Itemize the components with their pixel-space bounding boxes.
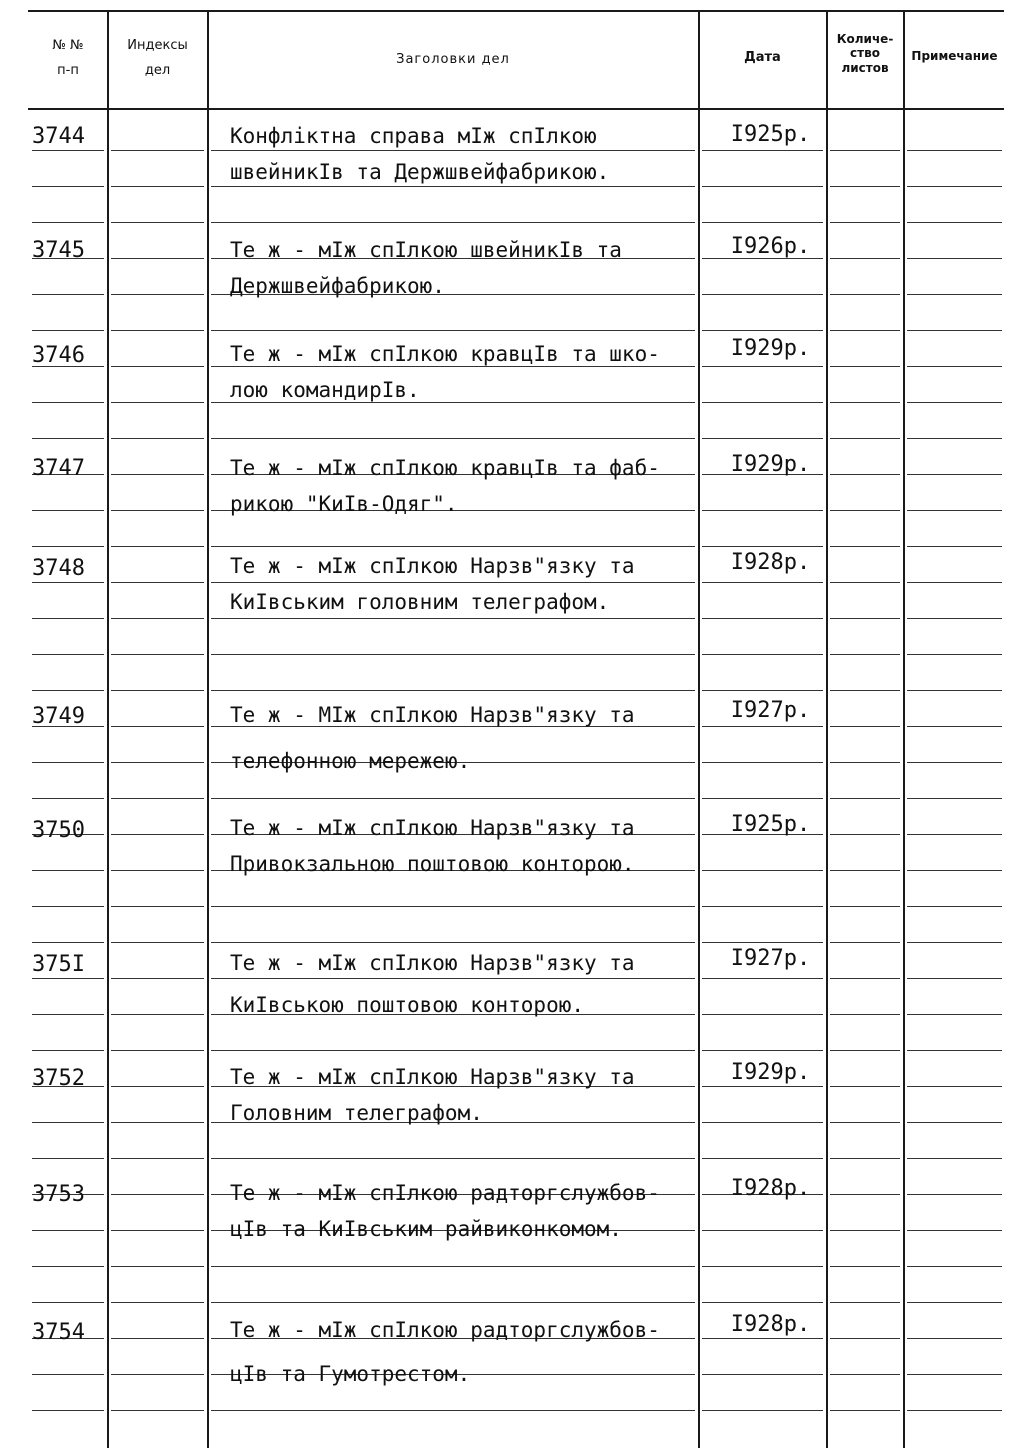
ruled-line bbox=[32, 1410, 104, 1411]
ruled-line bbox=[830, 1158, 900, 1159]
ruled-line bbox=[702, 186, 823, 187]
ruled-line bbox=[702, 654, 823, 655]
ruled-line bbox=[702, 870, 823, 871]
ruled-line bbox=[907, 150, 1002, 151]
row-number: 3745 bbox=[32, 238, 85, 263]
ruled-line bbox=[907, 474, 1002, 475]
row-date: I926р. bbox=[730, 234, 811, 259]
ruled-line bbox=[702, 546, 823, 547]
ruled-line bbox=[111, 402, 204, 403]
ruled-line bbox=[702, 1302, 823, 1303]
ruled-line bbox=[907, 798, 1002, 799]
row-title-line1: Те ж - мIж спIлкою радторгслужбов- bbox=[230, 1181, 660, 1205]
ruled-line bbox=[907, 294, 1002, 295]
ruled-line bbox=[702, 1230, 823, 1231]
row-title bbox=[230, 232, 700, 304]
column-divider-2 bbox=[207, 10, 209, 1448]
ruled-line bbox=[907, 654, 1002, 655]
header-num-line2: п-п bbox=[57, 62, 79, 78]
ruled-line bbox=[830, 1266, 900, 1267]
row-date: I929р. bbox=[730, 336, 811, 361]
header-count bbox=[828, 32, 902, 75]
row-date: I929р. bbox=[730, 452, 811, 477]
row-title-line2: лою командирIв. bbox=[230, 378, 420, 402]
ruled-line bbox=[830, 1374, 900, 1375]
ruled-line bbox=[702, 690, 823, 691]
ruled-line bbox=[830, 1122, 900, 1123]
row-title-line2: телефонною мережею. bbox=[230, 749, 471, 773]
header-count-line3: листов bbox=[841, 60, 889, 75]
header-num-line1: № № bbox=[52, 38, 84, 53]
header-count-line1: Количе- bbox=[836, 32, 894, 46]
ruled-line bbox=[830, 1302, 900, 1303]
row-title-line1: Те ж - мIж спIлкою кравцIв та фаб- bbox=[230, 456, 660, 480]
ruled-line bbox=[32, 978, 104, 979]
ruled-line bbox=[32, 906, 104, 907]
ruled-line bbox=[111, 258, 204, 259]
ruled-line bbox=[111, 690, 204, 691]
ruled-line bbox=[907, 402, 1002, 403]
ruled-line bbox=[702, 1410, 823, 1411]
row-title-line2: швейникIв та Держшвейфабрикою. bbox=[230, 160, 610, 184]
ruled-line bbox=[111, 438, 204, 439]
column-divider-4 bbox=[826, 10, 828, 1448]
ruled-line bbox=[111, 762, 204, 763]
row-title-line1: Те ж - мIж спIлкою кравцIв та шко- bbox=[230, 342, 660, 366]
ruled-line bbox=[111, 1050, 204, 1051]
ruled-line bbox=[702, 1086, 823, 1087]
ruled-line bbox=[32, 654, 104, 655]
ruled-line bbox=[111, 1410, 204, 1411]
ruled-line bbox=[32, 294, 104, 295]
ruled-line bbox=[211, 438, 695, 439]
row-number: 3754 bbox=[32, 1320, 85, 1345]
ruled-line bbox=[830, 1338, 900, 1339]
ruled-line bbox=[111, 726, 204, 727]
ruled-line bbox=[32, 150, 104, 151]
ruled-line bbox=[702, 366, 823, 367]
ruled-line bbox=[32, 690, 104, 691]
row-number: 3746 bbox=[32, 343, 85, 368]
row-title bbox=[230, 1175, 700, 1247]
ruled-line bbox=[111, 186, 204, 187]
column-divider-5 bbox=[903, 10, 905, 1448]
ruled-line bbox=[702, 978, 823, 979]
row-title bbox=[230, 1312, 700, 1392]
row-title-line1: Те ж - мIж спIлкою Нарзв"язку та bbox=[230, 816, 635, 840]
row-title-line2: цIв та КиIвським райвиконкомом. bbox=[230, 1217, 622, 1241]
ruled-line bbox=[702, 906, 823, 907]
row-date: I927р. bbox=[730, 698, 811, 723]
header-count-line2: ство bbox=[850, 46, 880, 61]
ruled-line bbox=[111, 798, 204, 799]
ruled-line bbox=[32, 438, 104, 439]
ruled-line bbox=[830, 186, 900, 187]
ruled-line bbox=[111, 870, 204, 871]
ruled-line bbox=[830, 690, 900, 691]
ruled-line bbox=[32, 222, 104, 223]
ruled-line bbox=[830, 978, 900, 979]
ruled-line bbox=[211, 690, 695, 691]
ruled-line bbox=[32, 618, 104, 619]
ruled-line bbox=[702, 942, 823, 943]
row-title bbox=[230, 945, 700, 1023]
ruled-line bbox=[32, 1374, 104, 1375]
ruled-line bbox=[32, 546, 104, 547]
ruled-line bbox=[907, 978, 1002, 979]
ruled-line bbox=[702, 762, 823, 763]
ruled-line bbox=[111, 510, 204, 511]
ruled-line bbox=[702, 222, 823, 223]
ruled-line bbox=[907, 510, 1002, 511]
row-number: 3750 bbox=[32, 818, 85, 843]
ruled-line bbox=[907, 186, 1002, 187]
ruled-line bbox=[830, 1050, 900, 1051]
ruled-line bbox=[830, 618, 900, 619]
row-title bbox=[230, 336, 700, 408]
header-index-line1: Индексы bbox=[127, 38, 188, 53]
ruled-line bbox=[32, 1266, 104, 1267]
ruled-line bbox=[702, 1338, 823, 1339]
ruled-line bbox=[907, 1050, 1002, 1051]
row-number: 3753 bbox=[32, 1182, 85, 1207]
ruled-line bbox=[111, 1086, 204, 1087]
ruled-line bbox=[907, 1158, 1002, 1159]
ruled-line bbox=[702, 1158, 823, 1159]
ruled-line bbox=[907, 870, 1002, 871]
row-title-line1: Конфлiктна справа мIж спIлкою bbox=[230, 124, 597, 148]
ruled-line bbox=[702, 510, 823, 511]
ruled-line bbox=[211, 1410, 695, 1411]
row-title-line1: Те ж - МIж спIлкою Нарзв"язку та bbox=[230, 703, 635, 727]
ruled-line bbox=[830, 762, 900, 763]
ruled-line bbox=[702, 402, 823, 403]
ruled-line bbox=[32, 1014, 104, 1015]
row-number: 3752 bbox=[32, 1066, 85, 1091]
ruled-line bbox=[907, 582, 1002, 583]
ruled-line bbox=[830, 1086, 900, 1087]
row-title bbox=[230, 697, 700, 779]
ruled-line bbox=[32, 1158, 104, 1159]
ruled-line bbox=[32, 582, 104, 583]
ruled-line bbox=[907, 1302, 1002, 1303]
ruled-line bbox=[111, 906, 204, 907]
ruled-line bbox=[32, 798, 104, 799]
ruled-line bbox=[907, 222, 1002, 223]
ruled-line bbox=[830, 222, 900, 223]
ruled-line bbox=[702, 330, 823, 331]
ruled-line bbox=[32, 510, 104, 511]
ruled-line bbox=[907, 726, 1002, 727]
ruled-line bbox=[111, 1302, 204, 1303]
row-number: 3748 bbox=[32, 556, 85, 581]
ruled-line bbox=[111, 942, 204, 943]
ruled-line bbox=[111, 1122, 204, 1123]
ruled-line bbox=[211, 798, 695, 799]
ruled-line bbox=[830, 1014, 900, 1015]
ruled-line bbox=[907, 1338, 1002, 1339]
ruled-line bbox=[830, 834, 900, 835]
header-bottom-border bbox=[28, 108, 1004, 110]
row-title-line1: Те ж - мIж спIлкою радторгслужбов- bbox=[230, 1318, 660, 1342]
ruled-line bbox=[830, 150, 900, 151]
row-number: 3747 bbox=[32, 456, 85, 481]
ruled-line bbox=[907, 1266, 1002, 1267]
row-title-line2: цIв та Гумотрестом. bbox=[230, 1362, 471, 1386]
ruled-line bbox=[32, 1122, 104, 1123]
ruled-line bbox=[111, 618, 204, 619]
ruled-line bbox=[830, 294, 900, 295]
ruled-line bbox=[830, 870, 900, 871]
ruled-line bbox=[111, 150, 204, 151]
row-date: I925р. bbox=[730, 122, 811, 147]
ruled-line bbox=[702, 726, 823, 727]
ruled-line bbox=[111, 222, 204, 223]
ruled-line bbox=[830, 330, 900, 331]
row-title-line2: Привокзальною поштовою конторою. bbox=[230, 852, 635, 876]
ruled-line bbox=[702, 1050, 823, 1051]
ruled-line bbox=[211, 942, 695, 943]
ruled-line bbox=[111, 1014, 204, 1015]
ruled-line bbox=[830, 654, 900, 655]
ruled-line bbox=[702, 150, 823, 151]
ruled-line bbox=[211, 1302, 695, 1303]
row-date: I929р. bbox=[730, 1060, 811, 1085]
ruled-line bbox=[830, 726, 900, 727]
row-title-line2: Головним телеграфом. bbox=[230, 1101, 483, 1125]
ruled-line bbox=[907, 438, 1002, 439]
row-title-line1: Те ж - мIж спIлкою Нарзв"язку та bbox=[230, 1065, 635, 1089]
ruled-line bbox=[907, 330, 1002, 331]
ruled-line bbox=[211, 654, 695, 655]
ruled-line bbox=[32, 1050, 104, 1051]
header-note: Примечание bbox=[911, 49, 998, 63]
ruled-line bbox=[907, 1194, 1002, 1195]
header-index bbox=[109, 38, 206, 80]
ruled-line bbox=[111, 582, 204, 583]
ruled-line bbox=[111, 294, 204, 295]
row-date: I925р. bbox=[730, 812, 811, 837]
header-index-line2: дел bbox=[144, 62, 171, 78]
ruled-line bbox=[830, 546, 900, 547]
ruled-line bbox=[702, 1374, 823, 1375]
ruled-line bbox=[907, 942, 1002, 943]
ruled-line bbox=[211, 1266, 695, 1267]
ruled-line bbox=[907, 1410, 1002, 1411]
ruled-line bbox=[111, 1374, 204, 1375]
row-title bbox=[230, 450, 700, 522]
ruled-line bbox=[907, 258, 1002, 259]
ruled-line bbox=[32, 402, 104, 403]
ruled-line bbox=[111, 834, 204, 835]
ruled-line bbox=[32, 330, 104, 331]
ruled-line bbox=[830, 906, 900, 907]
ruled-line bbox=[702, 1266, 823, 1267]
row-title bbox=[230, 118, 700, 190]
row-title-line1: Те ж - мIж спIлкою Нарзв"язку та bbox=[230, 951, 635, 975]
row-title-line1: Те ж - мIж спIлкою Нарзв"язку та bbox=[230, 554, 635, 578]
ruled-line bbox=[211, 1050, 695, 1051]
ruled-line bbox=[111, 1194, 204, 1195]
ruled-line bbox=[830, 438, 900, 439]
ruled-line bbox=[907, 1086, 1002, 1087]
row-date: I928р. bbox=[730, 550, 811, 575]
ruled-line bbox=[702, 582, 823, 583]
ruled-line bbox=[111, 1338, 204, 1339]
ruled-line bbox=[111, 330, 204, 331]
row-title-line2: КиIвською поштовою конторою. bbox=[230, 993, 585, 1017]
ruled-line bbox=[111, 546, 204, 547]
ruled-line bbox=[907, 906, 1002, 907]
row-date: I928р. bbox=[730, 1312, 811, 1337]
ruled-line bbox=[830, 942, 900, 943]
header-num bbox=[30, 38, 106, 80]
row-number: 3744 bbox=[32, 124, 85, 149]
row-title-line2: Держшвейфабрикою. bbox=[230, 274, 445, 298]
ruled-line bbox=[111, 1158, 204, 1159]
ruled-line bbox=[702, 1014, 823, 1015]
row-title-line1: Те ж - мIж спIлкою швейникIв та bbox=[230, 238, 622, 262]
header-title: Заголовки дел bbox=[396, 52, 510, 67]
ruled-line bbox=[32, 186, 104, 187]
row-title-line2: рикою "КиIв-Одяг". bbox=[230, 492, 458, 516]
ruled-line bbox=[32, 942, 104, 943]
ruled-line bbox=[111, 474, 204, 475]
row-title-line2: КиIвським головним телеграфом. bbox=[230, 590, 610, 614]
ruled-line bbox=[907, 1374, 1002, 1375]
ruled-line bbox=[830, 366, 900, 367]
ruled-line bbox=[211, 222, 695, 223]
ruled-line bbox=[907, 546, 1002, 547]
ruled-line bbox=[830, 402, 900, 403]
ruled-line bbox=[830, 798, 900, 799]
table-top-border bbox=[28, 10, 1004, 12]
ruled-line bbox=[702, 798, 823, 799]
ruled-line bbox=[907, 834, 1002, 835]
row-title bbox=[230, 548, 700, 620]
row-number: 3749 bbox=[32, 704, 85, 729]
ruled-line bbox=[111, 366, 204, 367]
ruled-line bbox=[830, 474, 900, 475]
ruled-line bbox=[211, 546, 695, 547]
ruled-line bbox=[907, 762, 1002, 763]
ruled-line bbox=[907, 1014, 1002, 1015]
ruled-line bbox=[702, 1122, 823, 1123]
header-date: Дата bbox=[744, 50, 781, 65]
ruled-line bbox=[907, 366, 1002, 367]
ruled-line bbox=[211, 906, 695, 907]
row-date: I928р. bbox=[730, 1176, 811, 1201]
ruled-line bbox=[702, 438, 823, 439]
ruled-line bbox=[702, 618, 823, 619]
row-title bbox=[230, 810, 700, 882]
ruled-line bbox=[830, 582, 900, 583]
ruled-line bbox=[111, 1266, 204, 1267]
ruled-line bbox=[830, 258, 900, 259]
ruled-line bbox=[830, 510, 900, 511]
ruled-line bbox=[111, 1230, 204, 1231]
row-date: I927р. bbox=[730, 946, 811, 971]
ruled-line bbox=[211, 330, 695, 331]
ruled-line bbox=[907, 1122, 1002, 1123]
ruled-line bbox=[111, 654, 204, 655]
ruled-line bbox=[907, 618, 1002, 619]
ruled-line bbox=[830, 1194, 900, 1195]
ruled-line bbox=[32, 1302, 104, 1303]
row-number: 375I bbox=[32, 952, 85, 977]
ruled-line bbox=[32, 1230, 104, 1231]
ruled-line bbox=[830, 1410, 900, 1411]
column-divider-1 bbox=[107, 10, 109, 1448]
ruled-line bbox=[907, 1230, 1002, 1231]
ruled-line bbox=[702, 294, 823, 295]
ruled-line bbox=[111, 978, 204, 979]
ruled-line bbox=[907, 690, 1002, 691]
row-title bbox=[230, 1059, 700, 1131]
ruled-line bbox=[830, 1230, 900, 1231]
ruled-line bbox=[32, 762, 104, 763]
ruled-line bbox=[32, 870, 104, 871]
ruled-line bbox=[211, 1158, 695, 1159]
